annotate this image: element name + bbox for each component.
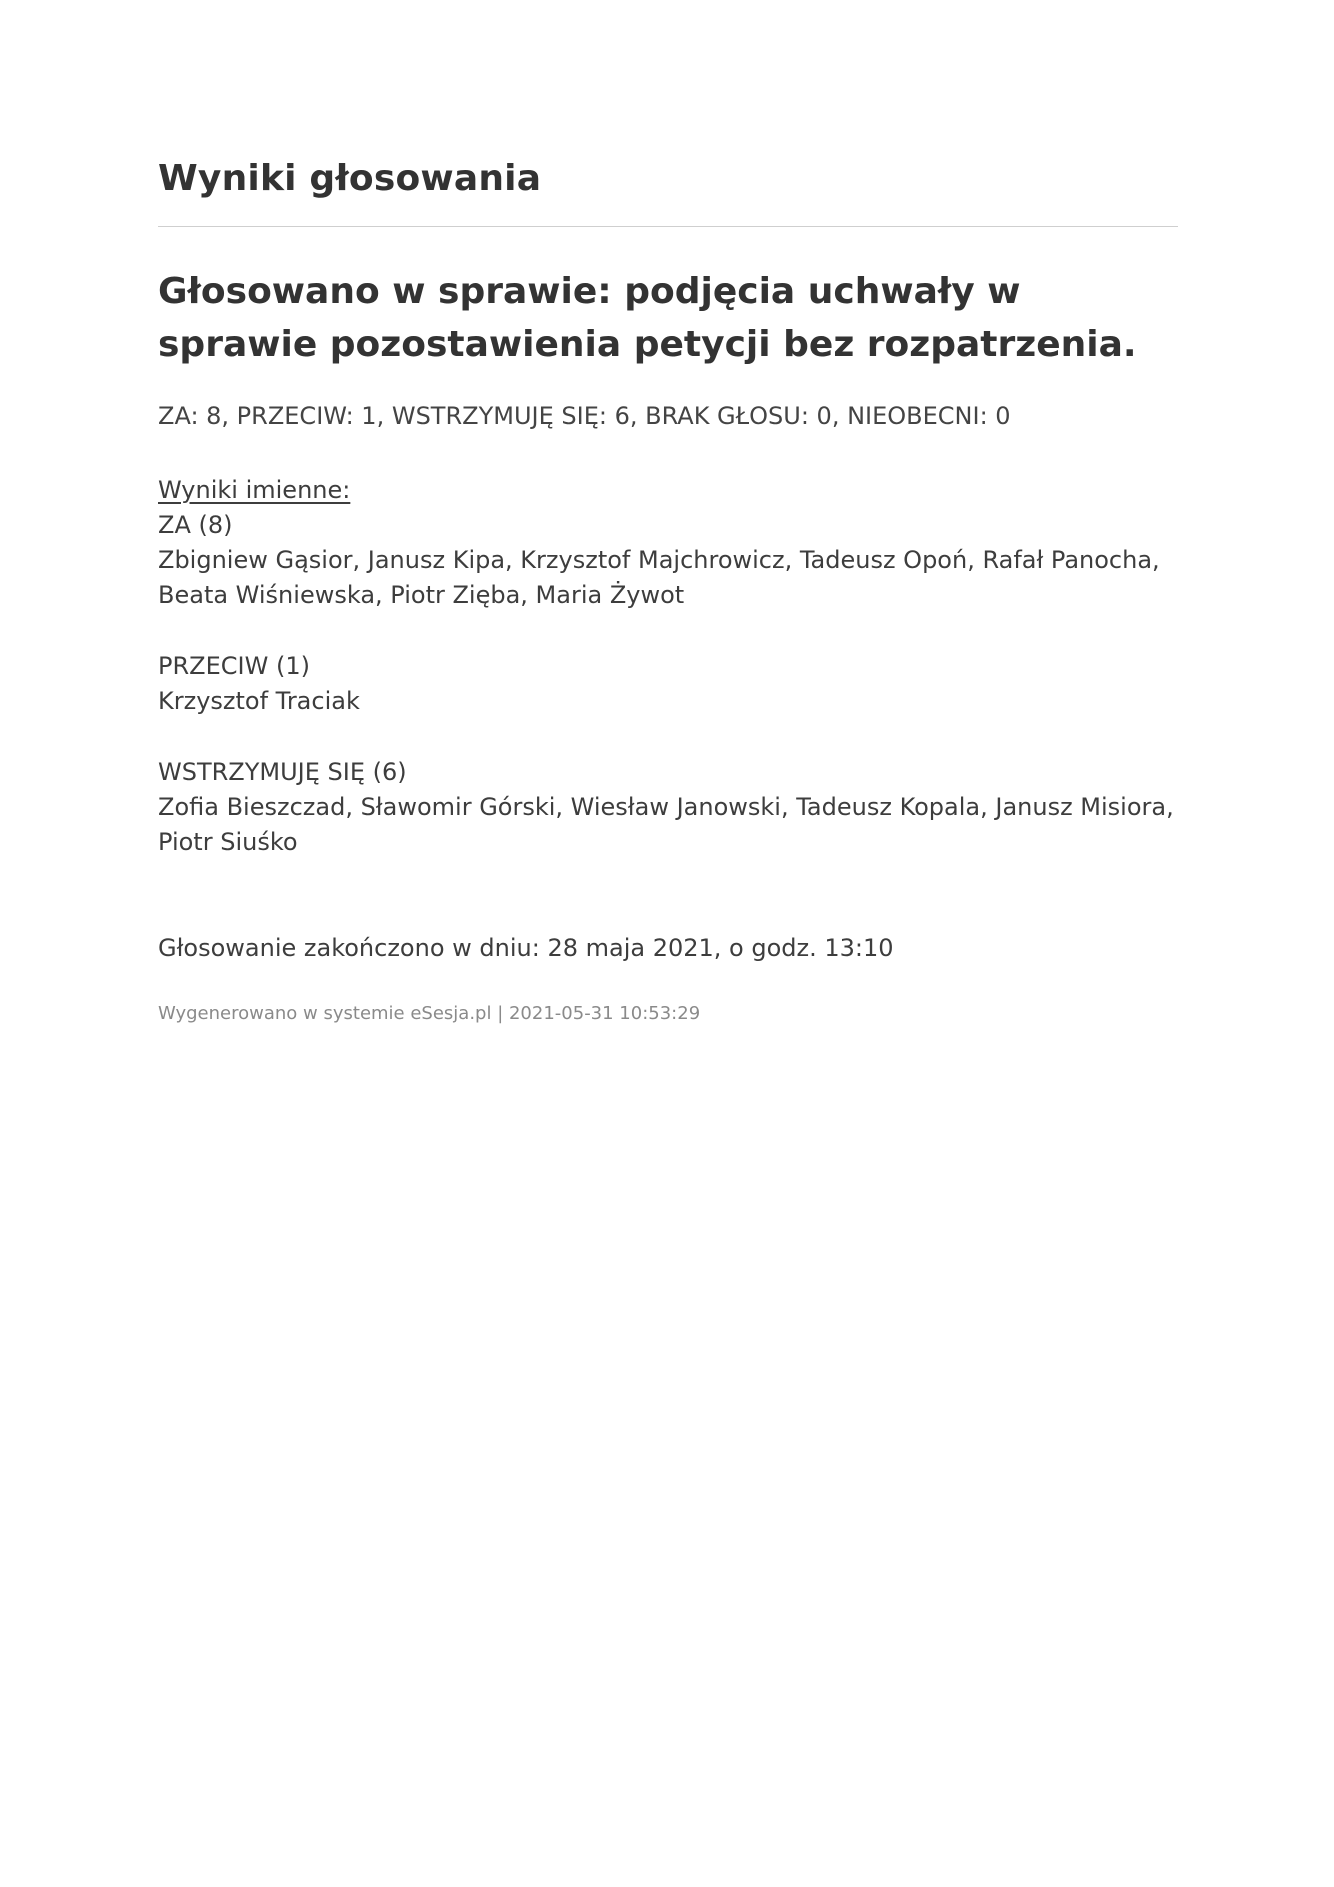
page-title: Wyniki głosowania <box>158 158 542 199</box>
vote-subject: Głosowano w sprawie: podjęcia uchwały w sprawie pozostawienia petycji bez rozpatrzenia. <box>158 271 1137 365</box>
vote-group-members: Zbigniew Gąsior, Janusz Kipa, Krzysztof Majchrowicz, Tadeusz Opoń, Rafał Panocha, Beata Wiśniewska, Piotr Zięba, Maria Żywot <box>158 546 1160 609</box>
vote-group-title: ZA (8) <box>158 511 233 539</box>
named-results <box>158 473 1178 860</box>
vote-closed-info: Głosowanie zakończono w dniu: 28 maja 2021, o godz. 13:10 <box>158 934 894 962</box>
vote-group-title: WSTRZYMUJĘ SIĘ (6) <box>158 758 407 786</box>
vote-group-for <box>158 508 1178 613</box>
named-results-heading: Wyniki imienne: <box>158 476 351 504</box>
vote-group-members: Zofia Bieszczad, Sławomir Górski, Wiesław Janowski, Tadeusz Kopala, Janusz Misiora, Piotr Siuśko <box>158 793 1174 856</box>
vote-group-against <box>158 649 1178 719</box>
generated-footer: Wygenerowano w systemie eSesja.pl | 2021-05-31 10:53:29 <box>158 1003 701 1024</box>
vote-summary: ZA: 8, PRZECIW: 1, WSTRZYMUJĘ SIĘ: 6, BRAK GŁOSU: 0, NIEOBECNI: 0 <box>158 402 1011 430</box>
vote-group-title: PRZECIW (1) <box>158 652 310 680</box>
title-divider <box>158 226 1178 227</box>
vote-group-members: Krzysztof Traciak <box>158 687 360 715</box>
vote-group-abstain <box>158 755 1178 860</box>
